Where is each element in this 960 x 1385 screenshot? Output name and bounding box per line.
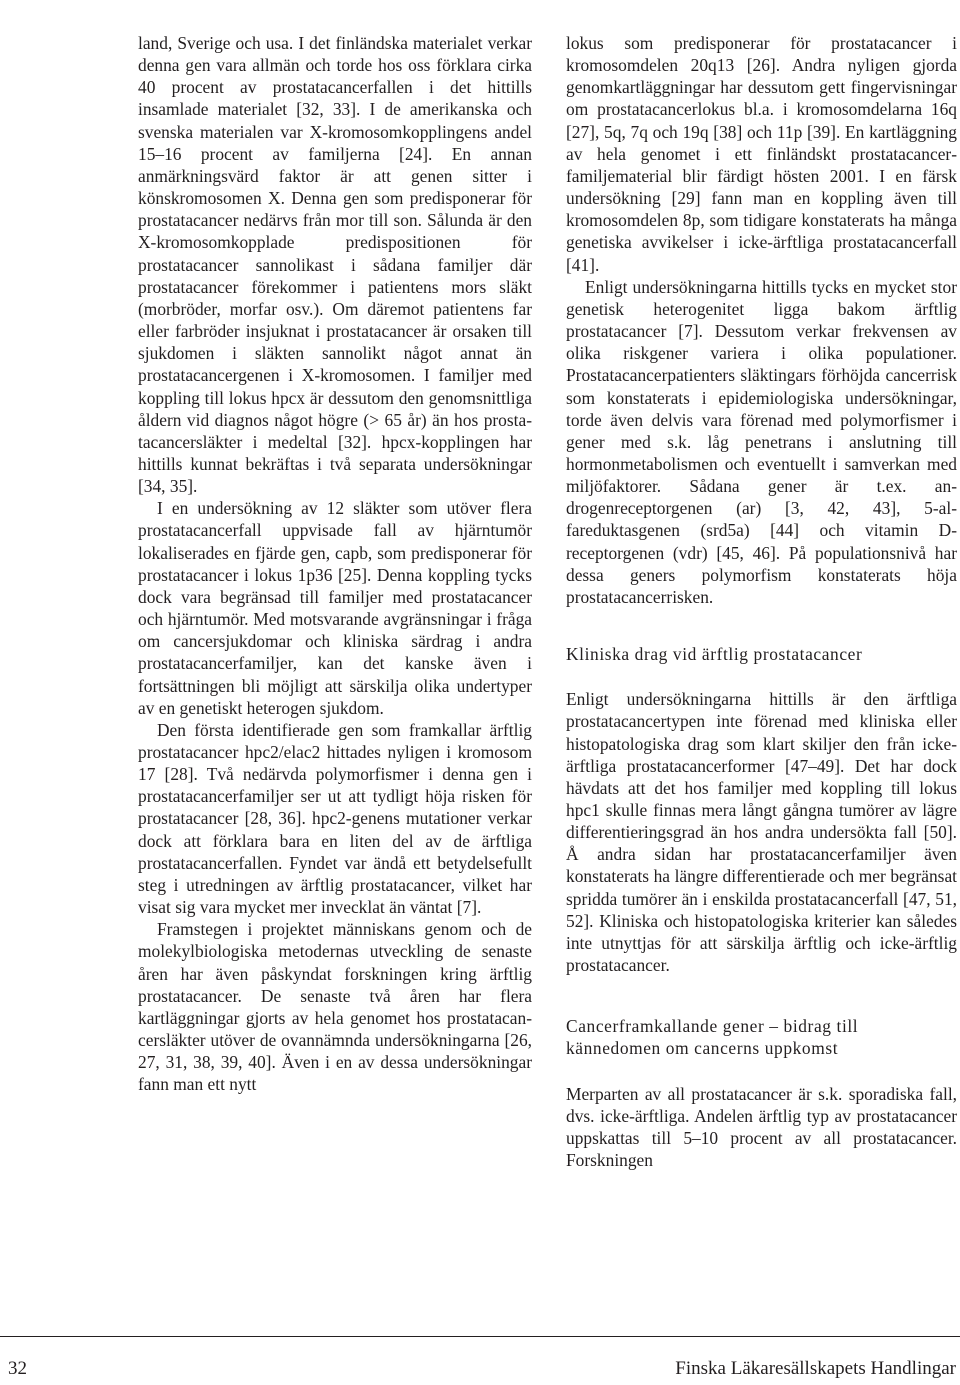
page-number: 32 xyxy=(8,1358,27,1379)
body-paragraph: Enligt undersökningarna hittills tycks en mycket stor genetisk heterogenitet ligga bakom ärftlig prostatacancer [7]. Dessutom verkar frekvensen av olika riskgener variera i olika populationer. Prostatacancerpatienters släktingars förhöjda cancerrisk som konstaterats i epidemiologiska undersökningar, torde även delvis vara förenad med polymorfismer i gener med s.k. låg penetrans i anslutning till hormonmetabolismen och eventuellt i samverkan med miljöfaktorer. Sådana gener är t.ex. androgenreceptorgenen (ar) [3, 42, 43], 5-alfareduktasgenen (srd5a) [44] och vitamin D-receptorgenen (vdr) [45, 46]. På populationsnivå har dessa geners polymorfism konstaterats höja prostatacancerrisken. xyxy=(566,276,957,607)
journal-title: Finska Läkaresällskapets Handlingar xyxy=(675,1358,956,1379)
body-paragraph: land, Sverige och usa. I det finländska materialet verkar denna gen vara allmän och torde hos oss förklara cirka 40 procent av prostatacancerfallen i det hittills insamlade materialet [32, 33]. I de amerikanska och svenska materialen var X-kromosomkopplingens andel 15–16 procent av familjerna [24]. En annan anmärkningsvärd faktor är att genen sitter i könskromosomen X. Denna gen som predisponerar för prostatacancer nedärvs från mor till son. Sålunda är den X-kromosomkopplade predispositionen för prostatacancer sannolikast i sådana familjer där prostatacancer förekommer i patientens mors släkt (morbröder, morfar osv.). Om däremot patientens far eller farbröder insjuknat i prostatacancer är orsaken till sjukdomen i släkten sannolikt något annat än prostatacancergenen i X-kromosomen. I familjer med koppling till lokus hpcx är dessutom den genomsnittliga åldern vid diagnos något högre (> 65 år) än hos prostatacancersläkter i medeltal [32]. hpcx-kopplingen har hittills kunnat bekräftas i två separata undersökningar [34, 35]. xyxy=(138,33,532,497)
right-column xyxy=(566,32,957,1171)
body-paragraph: Merparten av all prostatacancer är s.k. sporadiska fall, dvs. icke-ärftliga. Andelen ärftlig typ av prostatacancer uppskattas till 5–10 procent av all prostatacancer. Forskningen xyxy=(566,1083,957,1171)
body-paragraph: lokus som predisponerar för prostatacancer i kromosomdelen 20q13 [26]. Andra nyligen gjorda genomkartläggningar har dessutom gett fingervisningar om prostatacancerlokus bl.a. i kromosomdelarna 16q [27], 5q, 7q och 19q [38] och 11p [39]. En kartläggning av hela genomet i ett finländskt prostatacancerfamiljematerial blir färdigt hösten 2001. I en färsk undersökning [29] fann man en koppling även till kromosomdelen 8p, som tidigare konstaterats ha många genetiska avvikelser i icke-ärftliga prostatacancerfall [41]. xyxy=(566,33,957,275)
body-paragraph: Framstegen i projektet människans genom och de molekylbiologiska metodernas utveckling de senaste åren har även påskyndat forskningen kring ärftlig prostatacancer. De senaste två åren har flera kartläggningar gjorts av hela genomet hos prostatacancersläkter utöver de ovannämnda undersökningarna [26, 27, 31, 38, 39, 40]. Även i en av dessa undersökningar fann man ett nytt xyxy=(138,919,532,1095)
section-heading: Cancerframkallande gener – bidrag till kännedomen om cancerns uppkomst xyxy=(566,1016,859,1059)
section-heading: Kliniska drag vid ärftlig prostatacancer xyxy=(566,644,863,665)
body-paragraph: Den första identifierade gen som framkallar ärftlig prostatacancer hpc2/elac2 hittades nyligen i kromosom 17 [28]. Två nedärvda polymorfismer i denna gen i prostatacancerfamiljer ser ut att tydligt höja risken för prostatacancer [28, 36]. hpc2-genens mutationer verkar dock att förklara bara en liten del av de ärftliga prostatacancerfallen. Fyndet var ändå ett betydelsefullt steg i utredningen av ärftlig prostatacancer, vilket har visat sig vara mycket mer invecklat än väntat [7]. xyxy=(138,719,532,918)
body-paragraph: Enligt undersökningarna hittills är den ärftliga prostatacancertypen inte förenad med kliniska eller histopatologiska drag som klart skiljer den från icke-ärftliga prostatacancerformer [47–49]. Det har dock hävdats att det hos familjer med koppling till lokus hpc1 skulle finnas mera långt gångna tumörer av lägre differentieringsgrad än hos andra undersökta fall [50]. Å andra sidan har prostatacancerfamiljer även konstaterats ha längre differentierade och mer begränsat spridda tumörer än i enskilda prostatacancerfall [47, 51, 52]. Kliniska och histopatologiska kriterier kan således inte utnyttjas för att särskilja ärftlig och icke-ärftlig prostatacancer. xyxy=(566,689,957,976)
body-paragraph: I en undersökning av 12 släkter som utöver flera prostatacancerfall uppvisade fall av hjärntumör lokaliserades en fjärde gen, capb, som predisponerar för prostatacancer i lokus 1p36 [25]. Denna koppling tycks dock vara begränsad till familjer med prostatacancer och hjärntumör. Med motsvarande avgränsningar i fråga om cancersjukdomar och kliniska särdrag i andra prostatacancerfamiljer, kan det kanske även i fortsättningen bli möjligt att särskilja olika undertyper av en genetiskt heterogen sjukdom. xyxy=(138,498,532,718)
footer-rule xyxy=(0,1336,960,1337)
left-column xyxy=(138,32,532,1096)
